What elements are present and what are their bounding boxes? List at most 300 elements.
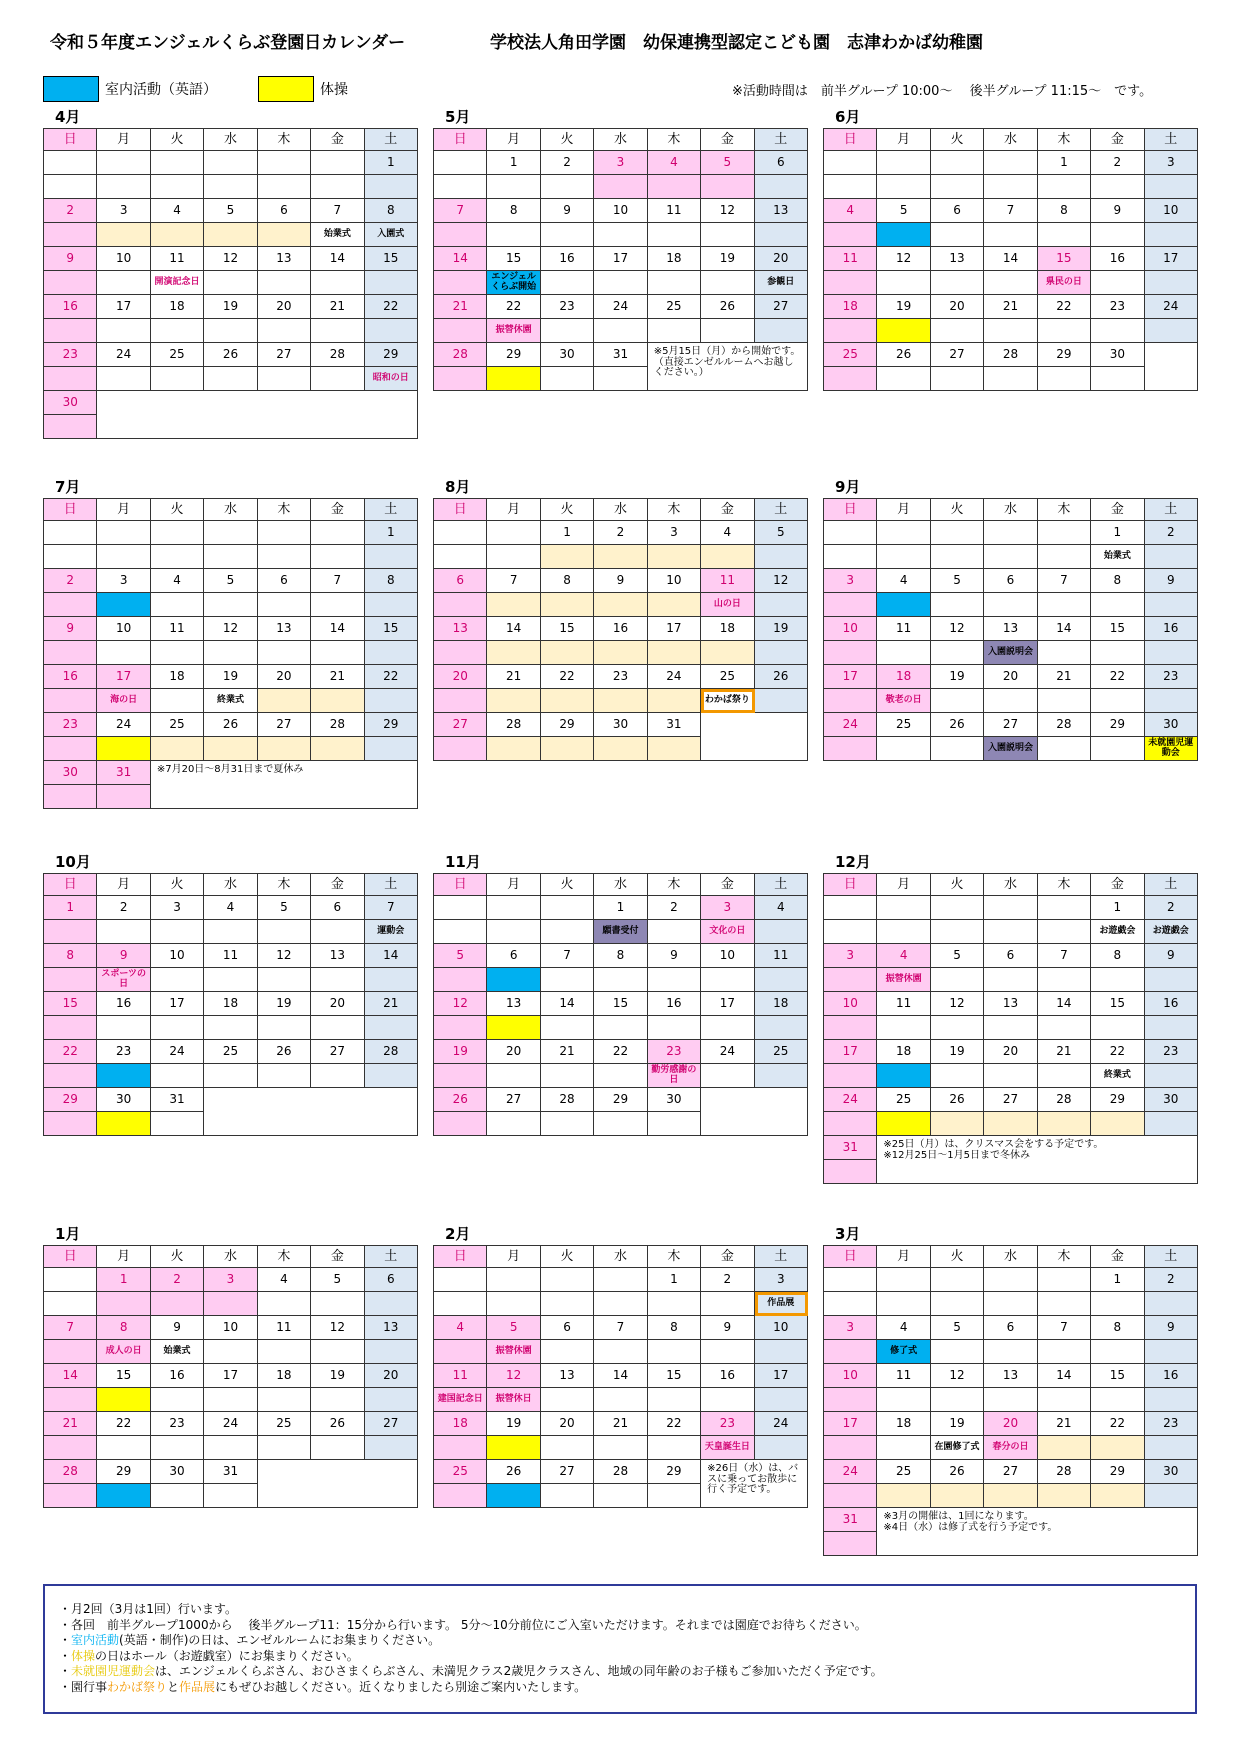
footer-line: ・月2回（3月は1回）行います。 bbox=[59, 1602, 237, 1616]
day-number: 20 bbox=[434, 665, 487, 689]
day-number: 22 bbox=[1091, 665, 1144, 689]
day-activity bbox=[204, 737, 257, 761]
day-activity bbox=[1145, 545, 1198, 569]
day-number: 15 bbox=[1091, 992, 1144, 1016]
empty-cell bbox=[258, 521, 311, 545]
day-activity bbox=[1091, 593, 1144, 617]
day-activity bbox=[824, 1064, 877, 1088]
day-number: 30 bbox=[648, 1088, 701, 1112]
day-number: 14 bbox=[44, 1364, 97, 1388]
day-activity bbox=[824, 1160, 877, 1184]
day-number: 19 bbox=[701, 247, 754, 271]
day-activity bbox=[1091, 175, 1144, 199]
day-number: 15 bbox=[487, 247, 540, 271]
day-number: 16 bbox=[541, 247, 594, 271]
day-activity bbox=[44, 593, 97, 617]
day-activity bbox=[931, 1112, 984, 1136]
weekday-header: 火 bbox=[931, 874, 984, 896]
month-label: 5月 bbox=[445, 108, 471, 126]
day-activity bbox=[824, 737, 877, 761]
day-activity bbox=[824, 1532, 877, 1556]
day-activity bbox=[151, 223, 204, 247]
day-number: 22 bbox=[97, 1412, 150, 1436]
day-activity bbox=[1145, 1340, 1198, 1364]
empty-cell bbox=[877, 920, 930, 944]
footer-text: ・ bbox=[59, 1648, 72, 1663]
day-number: 1 bbox=[1091, 521, 1144, 545]
day-activity bbox=[44, 1112, 97, 1136]
day-activity bbox=[365, 545, 418, 569]
day-activity bbox=[151, 319, 204, 343]
day-number: 5 bbox=[701, 151, 754, 175]
day-activity bbox=[541, 271, 594, 295]
day-number: 21 bbox=[541, 1040, 594, 1064]
day-activity bbox=[204, 271, 257, 295]
day-activity bbox=[487, 737, 540, 761]
weekday-header: 金 bbox=[701, 1246, 754, 1268]
empty-cell bbox=[877, 1268, 930, 1292]
weekday-header: 日 bbox=[824, 1246, 877, 1268]
day-number: 11 bbox=[877, 617, 930, 641]
day-number: 17 bbox=[701, 992, 754, 1016]
empty-cell bbox=[984, 151, 1037, 175]
weekday-header: 火 bbox=[151, 499, 204, 521]
day-activity bbox=[931, 968, 984, 992]
day-activity bbox=[541, 175, 594, 199]
day-number: 1 bbox=[1091, 1268, 1144, 1292]
empty-cell bbox=[877, 151, 930, 175]
day-activity bbox=[541, 689, 594, 713]
day-activity bbox=[594, 1388, 647, 1412]
day-activity bbox=[1038, 689, 1091, 713]
weekday-header: 水 bbox=[984, 499, 1037, 521]
day-activity bbox=[877, 367, 930, 391]
day-activity bbox=[755, 545, 808, 569]
day-activity bbox=[258, 1436, 311, 1460]
day-activity bbox=[824, 689, 877, 713]
day-number: 19 bbox=[204, 295, 257, 319]
day-activity bbox=[931, 1016, 984, 1040]
day-activity bbox=[541, 1016, 594, 1040]
empty-cell bbox=[824, 1268, 877, 1292]
empty-cell bbox=[487, 896, 540, 920]
day-activity bbox=[311, 1292, 364, 1316]
day-activity bbox=[311, 1016, 364, 1040]
weekday-header: 木 bbox=[648, 499, 701, 521]
day-number: 17 bbox=[824, 1412, 877, 1436]
day-activity bbox=[204, 1292, 257, 1316]
legend-blue-swatch bbox=[43, 76, 99, 102]
month-label: 7月 bbox=[55, 478, 81, 496]
empty-cell bbox=[97, 545, 150, 569]
day-activity bbox=[97, 641, 150, 665]
weekday-header: 金 bbox=[701, 499, 754, 521]
day-activity bbox=[755, 920, 808, 944]
weekday-header: 土 bbox=[1145, 499, 1198, 521]
day-number: 30 bbox=[44, 391, 97, 415]
weekday-header: 日 bbox=[44, 874, 97, 896]
day-number: 22 bbox=[1038, 295, 1091, 319]
day-activity: 終業式 bbox=[1091, 1064, 1144, 1088]
day-number: 18 bbox=[824, 295, 877, 319]
empty-cell bbox=[931, 896, 984, 920]
day-number: 21 bbox=[594, 1412, 647, 1436]
day-number: 6 bbox=[984, 569, 1037, 593]
day-number: 14 bbox=[541, 992, 594, 1016]
day-number: 26 bbox=[931, 1460, 984, 1484]
day-number: 4 bbox=[755, 896, 808, 920]
empty-cell bbox=[311, 545, 364, 569]
day-activity bbox=[648, 1112, 701, 1136]
day-number: 26 bbox=[204, 343, 257, 367]
month-note: ※5月15日（月）から開始です。（直接エンゼルルームへお越しください。） bbox=[648, 343, 808, 391]
day-number: 4 bbox=[151, 199, 204, 223]
day-activity bbox=[1038, 1436, 1091, 1460]
weekday-header: 火 bbox=[931, 1246, 984, 1268]
day-number: 9 bbox=[1145, 944, 1198, 968]
weekday-header: 土 bbox=[365, 1246, 418, 1268]
weekday-header: 金 bbox=[311, 1246, 364, 1268]
day-number: 1 bbox=[1091, 896, 1144, 920]
day-activity bbox=[434, 1064, 487, 1088]
day-activity bbox=[984, 367, 1037, 391]
day-number: 20 bbox=[365, 1364, 418, 1388]
day-activity bbox=[1038, 1484, 1091, 1508]
day-number: 14 bbox=[1038, 1364, 1091, 1388]
empty-cell bbox=[311, 521, 364, 545]
day-number: 29 bbox=[541, 713, 594, 737]
day-number: 25 bbox=[204, 1040, 257, 1064]
day-number: 20 bbox=[311, 992, 364, 1016]
day-number: 8 bbox=[594, 944, 647, 968]
day-number: 30 bbox=[1145, 713, 1198, 737]
day-number: 15 bbox=[365, 617, 418, 641]
day-number: 18 bbox=[755, 992, 808, 1016]
empty-cell bbox=[434, 175, 487, 199]
day-number: 23 bbox=[541, 295, 594, 319]
day-activity bbox=[258, 319, 311, 343]
day-activity bbox=[1038, 1064, 1091, 1088]
day-number: 10 bbox=[824, 617, 877, 641]
day-activity bbox=[44, 415, 97, 439]
month-note bbox=[701, 1088, 808, 1136]
day-number: 27 bbox=[258, 713, 311, 737]
day-activity bbox=[931, 593, 984, 617]
day-number: 29 bbox=[1038, 343, 1091, 367]
weekday-header: 金 bbox=[311, 129, 364, 151]
day-activity bbox=[1038, 737, 1091, 761]
day-number: 14 bbox=[1038, 617, 1091, 641]
empty-cell bbox=[434, 1292, 487, 1316]
day-number: 3 bbox=[1145, 151, 1198, 175]
day-activity bbox=[151, 1436, 204, 1460]
day-activity bbox=[204, 968, 257, 992]
day-number: 14 bbox=[984, 247, 1037, 271]
day-activity bbox=[365, 1388, 418, 1412]
day-number: 7 bbox=[311, 569, 364, 593]
day-activity bbox=[931, 1484, 984, 1508]
org-name: 学校法人角田学園 幼保連携型認定こども園 志津わかば幼稚園 bbox=[490, 33, 983, 53]
day-number: 21 bbox=[44, 1412, 97, 1436]
day-activity bbox=[365, 737, 418, 761]
weekday-header: 木 bbox=[258, 499, 311, 521]
day-activity bbox=[487, 1064, 540, 1088]
day-activity bbox=[701, 271, 754, 295]
day-number: 20 bbox=[984, 665, 1037, 689]
weekday-header: 水 bbox=[594, 129, 647, 151]
day-number: 12 bbox=[434, 992, 487, 1016]
day-number: 7 bbox=[434, 199, 487, 223]
day-number: 2 bbox=[1145, 521, 1198, 545]
day-number: 12 bbox=[204, 617, 257, 641]
day-number: 14 bbox=[311, 617, 364, 641]
day-number: 19 bbox=[931, 665, 984, 689]
empty-cell bbox=[824, 545, 877, 569]
day-activity bbox=[97, 1484, 150, 1508]
day-number: 28 bbox=[1038, 1088, 1091, 1112]
day-number: 5 bbox=[931, 1316, 984, 1340]
weekday-header: 土 bbox=[1145, 129, 1198, 151]
weekday-header: 火 bbox=[541, 499, 594, 521]
day-number: 17 bbox=[204, 1364, 257, 1388]
empty-cell bbox=[487, 920, 540, 944]
weekday-header: 木 bbox=[1038, 129, 1091, 151]
weekday-header: 月 bbox=[487, 1246, 540, 1268]
day-number: 9 bbox=[151, 1316, 204, 1340]
day-activity bbox=[1145, 271, 1198, 295]
day-number: 2 bbox=[594, 521, 647, 545]
day-activity bbox=[434, 1112, 487, 1136]
day-activity bbox=[931, 223, 984, 247]
day-activity bbox=[487, 641, 540, 665]
day-activity bbox=[365, 968, 418, 992]
day-activity bbox=[258, 689, 311, 713]
footer-text: は、エンジェルくらぶさん、おひさまくらぶさん、未満児クラス2歳児クラスさん、地域の同年齢のお子様もご参加いただく予定です。 bbox=[155, 1664, 883, 1678]
day-number: 13 bbox=[434, 617, 487, 641]
day-activity bbox=[594, 1484, 647, 1508]
day-number: 27 bbox=[487, 1088, 540, 1112]
empty-cell bbox=[258, 175, 311, 199]
day-activity bbox=[541, 593, 594, 617]
day-number: 20 bbox=[487, 1040, 540, 1064]
weekday-header: 土 bbox=[365, 499, 418, 521]
day-activity: お遊戯会 bbox=[1145, 920, 1198, 944]
day-number: 12 bbox=[931, 617, 984, 641]
empty-cell bbox=[311, 175, 364, 199]
day-activity bbox=[755, 1340, 808, 1364]
weekday-header: 木 bbox=[258, 1246, 311, 1268]
empty-cell bbox=[258, 151, 311, 175]
day-activity: 成人の日 bbox=[97, 1340, 150, 1364]
day-number: 23 bbox=[97, 1040, 150, 1064]
day-activity bbox=[311, 737, 364, 761]
day-activity bbox=[594, 319, 647, 343]
day-activity bbox=[151, 737, 204, 761]
day-number: 11 bbox=[824, 247, 877, 271]
day-activity bbox=[755, 1064, 808, 1088]
day-activity bbox=[204, 367, 257, 391]
empty-cell bbox=[931, 175, 984, 199]
month-calendar bbox=[43, 1245, 418, 1508]
day-number: 28 bbox=[365, 1040, 418, 1064]
day-activity bbox=[1091, 1292, 1144, 1316]
day-number: 27 bbox=[984, 1088, 1037, 1112]
day-number: 25 bbox=[151, 343, 204, 367]
footer-line bbox=[59, 1633, 1181, 1649]
day-number: 2 bbox=[1145, 896, 1198, 920]
empty-cell bbox=[1038, 920, 1091, 944]
day-number: 17 bbox=[648, 617, 701, 641]
day-activity bbox=[594, 689, 647, 713]
day-activity bbox=[1091, 1016, 1144, 1040]
footer-notes bbox=[43, 1584, 1197, 1714]
day-activity bbox=[1145, 223, 1198, 247]
month-label: 4月 bbox=[55, 108, 81, 126]
day-activity bbox=[258, 1016, 311, 1040]
day-number: 17 bbox=[594, 247, 647, 271]
day-activity bbox=[1038, 223, 1091, 247]
day-number: 23 bbox=[44, 713, 97, 737]
day-number: 24 bbox=[204, 1412, 257, 1436]
day-activity: 春分の日 bbox=[984, 1436, 1037, 1460]
month-calendar bbox=[433, 1245, 808, 1508]
day-activity bbox=[311, 367, 364, 391]
weekday-header: 日 bbox=[824, 499, 877, 521]
day-number: 22 bbox=[594, 1040, 647, 1064]
day-activity: 振替休園 bbox=[487, 1340, 540, 1364]
day-activity bbox=[824, 1016, 877, 1040]
footer-text: と bbox=[167, 1679, 180, 1694]
weekday-header: 火 bbox=[541, 874, 594, 896]
day-number: 18 bbox=[877, 665, 930, 689]
day-activity bbox=[204, 319, 257, 343]
weekday-header: 金 bbox=[701, 129, 754, 151]
day-number: 14 bbox=[594, 1364, 647, 1388]
day-activity bbox=[541, 1340, 594, 1364]
day-number: 12 bbox=[931, 992, 984, 1016]
day-activity: 修了式 bbox=[877, 1340, 930, 1364]
day-activity bbox=[824, 1112, 877, 1136]
day-number: 21 bbox=[1038, 1412, 1091, 1436]
weekday-header: 木 bbox=[648, 129, 701, 151]
empty-cell bbox=[434, 1268, 487, 1292]
day-number: 31 bbox=[97, 761, 150, 785]
day-number: 4 bbox=[434, 1316, 487, 1340]
day-number: 22 bbox=[44, 1040, 97, 1064]
empty-cell bbox=[877, 896, 930, 920]
day-number: 8 bbox=[541, 569, 594, 593]
day-activity: 振替休園 bbox=[877, 968, 930, 992]
day-number: 20 bbox=[258, 295, 311, 319]
day-activity bbox=[824, 593, 877, 617]
day-activity bbox=[311, 1436, 364, 1460]
day-activity: 開演記念日 bbox=[151, 271, 204, 295]
day-activity bbox=[648, 545, 701, 569]
day-number: 20 bbox=[931, 295, 984, 319]
day-activity bbox=[824, 319, 877, 343]
empty-cell bbox=[931, 521, 984, 545]
day-number: 4 bbox=[877, 1316, 930, 1340]
day-activity bbox=[594, 1340, 647, 1364]
day-number: 12 bbox=[311, 1316, 364, 1340]
weekday-header: 土 bbox=[755, 1246, 808, 1268]
footer-line bbox=[59, 1680, 1181, 1696]
day-number: 15 bbox=[648, 1364, 701, 1388]
day-number: 31 bbox=[648, 713, 701, 737]
footer-highlight: 作品展 bbox=[179, 1679, 216, 1694]
day-activity bbox=[824, 223, 877, 247]
day-number: 3 bbox=[824, 1316, 877, 1340]
day-number: 25 bbox=[824, 343, 877, 367]
day-number: 14 bbox=[1038, 992, 1091, 1016]
day-number: 23 bbox=[1145, 1040, 1198, 1064]
activity-time-note: ※活動時間は 前半グループ 10:00～ 後半グループ 11:15～ です。 bbox=[732, 84, 1153, 99]
day-number: 10 bbox=[824, 992, 877, 1016]
day-number: 3 bbox=[97, 569, 150, 593]
day-number: 11 bbox=[151, 247, 204, 271]
day-number: 10 bbox=[824, 1364, 877, 1388]
day-number: 12 bbox=[931, 1364, 984, 1388]
day-number: 22 bbox=[487, 295, 540, 319]
day-number: 16 bbox=[594, 617, 647, 641]
day-activity: 願書受付 bbox=[594, 920, 647, 944]
day-activity bbox=[97, 737, 150, 761]
day-number: 6 bbox=[258, 199, 311, 223]
day-number: 26 bbox=[487, 1460, 540, 1484]
weekday-header: 火 bbox=[151, 129, 204, 151]
day-activity bbox=[1145, 689, 1198, 713]
day-activity bbox=[594, 1112, 647, 1136]
weekday-header: 土 bbox=[365, 129, 418, 151]
day-number: 16 bbox=[1091, 247, 1144, 271]
day-number: 6 bbox=[541, 1316, 594, 1340]
day-number: 15 bbox=[44, 992, 97, 1016]
weekday-header: 水 bbox=[984, 874, 1037, 896]
day-number: 2 bbox=[1145, 1268, 1198, 1292]
weekday-header: 日 bbox=[44, 499, 97, 521]
day-activity bbox=[877, 271, 930, 295]
day-activity bbox=[701, 1340, 754, 1364]
day-activity bbox=[648, 319, 701, 343]
empty-cell bbox=[931, 151, 984, 175]
day-activity bbox=[151, 968, 204, 992]
day-number: 15 bbox=[1091, 617, 1144, 641]
day-activity bbox=[258, 1340, 311, 1364]
day-number: 18 bbox=[204, 992, 257, 1016]
day-activity bbox=[204, 1016, 257, 1040]
day-activity bbox=[984, 968, 1037, 992]
day-number: 18 bbox=[877, 1412, 930, 1436]
weekday-header: 木 bbox=[648, 1246, 701, 1268]
day-activity bbox=[1038, 1016, 1091, 1040]
day-activity: 海の日 bbox=[97, 689, 150, 713]
day-activity bbox=[594, 641, 647, 665]
day-number: 12 bbox=[877, 247, 930, 271]
day-activity bbox=[44, 223, 97, 247]
day-number: 17 bbox=[151, 992, 204, 1016]
day-activity: 勤労感謝の日 bbox=[648, 1064, 701, 1088]
day-number: 8 bbox=[1091, 1316, 1144, 1340]
day-activity bbox=[648, 689, 701, 713]
day-number: 24 bbox=[755, 1412, 808, 1436]
day-activity bbox=[931, 1340, 984, 1364]
day-activity bbox=[701, 223, 754, 247]
month-label: 2月 bbox=[445, 1225, 471, 1243]
day-activity bbox=[44, 1064, 97, 1088]
day-number: 19 bbox=[204, 665, 257, 689]
day-activity bbox=[258, 1388, 311, 1412]
day-activity bbox=[97, 1436, 150, 1460]
